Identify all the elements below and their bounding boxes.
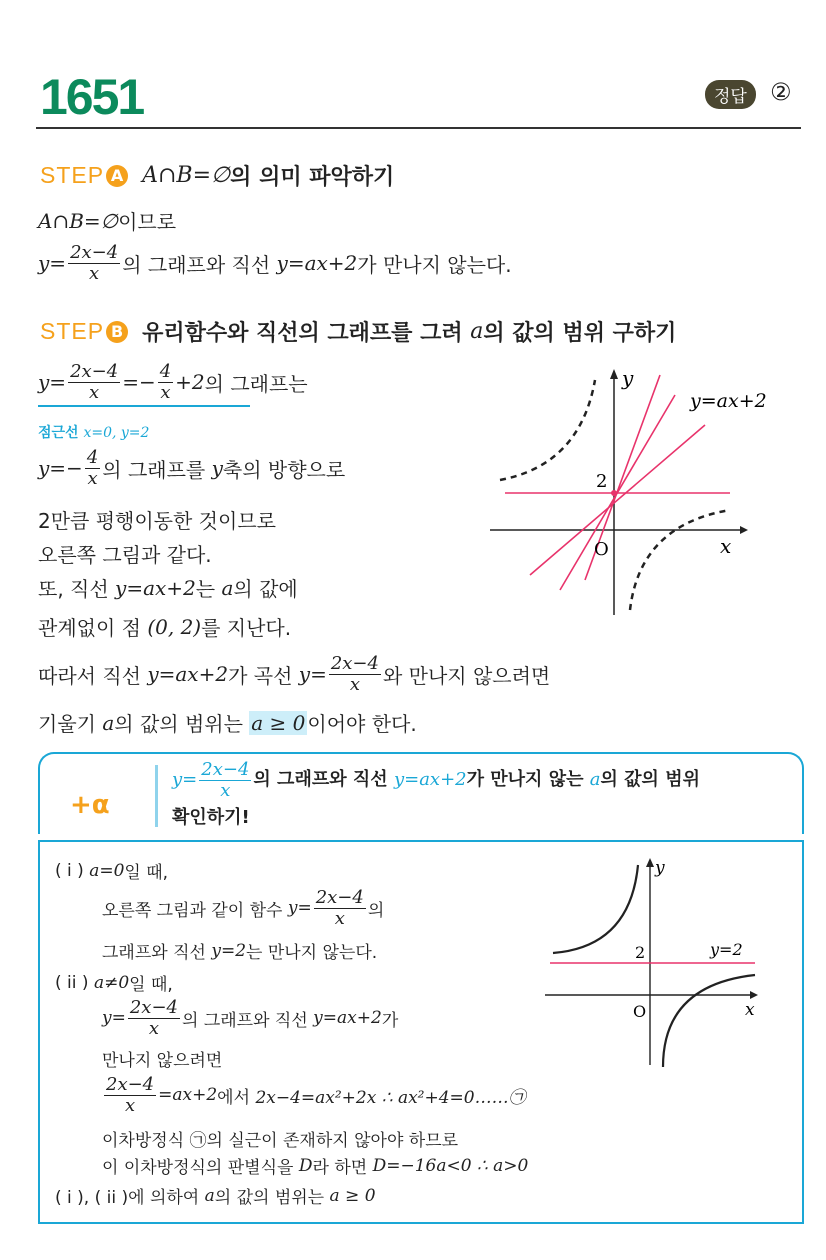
fraction [85,448,100,489]
step-label: STEP [40,318,105,344]
tip-title [172,760,700,835]
origin-label: O [633,1002,647,1021]
text: 이므로 [118,210,177,234]
text-line: 만나지 않으려면 [102,1051,223,1071]
text-line [102,888,384,929]
math: y= [287,898,312,919]
text-line [38,612,291,641]
x-axis-arrow [740,526,748,534]
math: a [204,1185,215,1206]
text: 의 값에 [233,577,298,601]
numerator: 2x−4 [106,1074,155,1095]
curve-left-branch [553,865,638,953]
math: a [221,575,234,600]
math: +2 [175,370,205,395]
y-label: y [655,858,665,878]
line-label: y=ax+2 [690,390,767,412]
text: 를 지난다. [201,616,292,640]
x-label: x [720,534,732,558]
text: 와 만나지 않으려면 [382,663,551,688]
text: 의 그래프는 [204,371,308,396]
math: y=ax+2 [276,251,358,276]
numerator: 2x−4 [70,242,119,263]
text-line [102,938,377,963]
denominator: x [334,907,345,929]
math: y=− [38,456,83,481]
text: 일 때, [124,863,169,883]
text: 축의 방향으로 [222,457,346,482]
denominator: x [349,673,360,695]
fraction [104,1075,156,1116]
step-title: 의 의미 파악하기 [230,165,395,190]
y-label: y [622,366,634,390]
math: 2x−4=ax²+2x ∴ ax²+4=0……㉠ [255,1087,526,1108]
text: 는 만나지 않는다. [246,943,378,963]
x-label: x [745,1000,755,1020]
text-line [38,206,176,235]
text: 에서 [217,1087,251,1108]
text: 일 때, [129,975,173,995]
math: D=−16a<0 ∴ a>0 [372,1155,529,1176]
text: 가 만나지 않는다. [357,252,512,277]
text-line: 2만큼 평행이동한 것이므로 [38,509,276,533]
math: y= [102,1008,126,1029]
math: y= [38,251,67,276]
text: 점근선 [38,425,79,441]
curve-right-branch [630,510,730,610]
text-line: 오른쪽 그림과 같다. [38,543,212,567]
problem-number: 1651 [40,69,144,125]
math: =− [122,370,156,395]
text-line [55,858,168,883]
math: A∩B=∅ [38,208,119,233]
text: 의 값의 범위는 [214,1188,325,1208]
fraction [68,362,120,403]
math: y= [38,370,67,395]
step-label: STEP [40,162,105,188]
text: 의 [367,900,385,921]
text-line [38,708,417,737]
denominator: x [124,1094,136,1116]
text: 가 만나지 않는 [466,769,584,791]
text-line [102,1153,528,1178]
text-line [38,654,550,695]
math: a [589,769,601,791]
fraction [314,888,366,929]
math: (0, 2) [147,614,202,639]
math: A∩B=∅ [142,163,231,188]
math: a≠0 [93,972,130,993]
numerator: 2x−4 [201,759,250,780]
graph-case-a-zero [545,855,780,1070]
numerator: 2x−4 [70,361,119,382]
answer-value: ② [770,78,792,106]
step-b-heading [40,316,676,347]
math: y=ax+2 [147,662,229,687]
text-line [38,448,345,489]
denominator: x [89,262,100,284]
y-tick-2: 2 [635,943,646,962]
numerator: 2x−4 [129,997,178,1018]
text: 의 그래프와 직선 [182,1010,308,1031]
step-title: 유리함수와 직선의 그래프를 그려 [142,321,463,346]
divider [36,127,801,129]
line-label: y=2 [710,940,743,959]
math: D [298,1155,313,1176]
text: 확인하기! [172,806,250,828]
text-line [55,970,173,995]
text: 라 하면 [312,1158,368,1178]
y-axis-arrow [646,858,654,867]
numerator: 4 [159,361,172,382]
math: y=ax+2 [393,769,467,791]
denominator: x [89,381,100,403]
math: a ≥ 0 [329,1185,376,1206]
text: 관계없이 점 [38,616,141,640]
text-line [38,361,308,407]
curve-left-branch [500,380,595,480]
fraction [329,654,381,695]
numerator: 2x−4 [315,887,364,908]
origin-label: O [594,539,609,560]
text: 의 그래프와 직선 [122,252,271,277]
math: y= [172,769,198,791]
text: 의 그래프와 직선 [253,769,388,791]
tip-divider [155,765,158,827]
answer-badge: 정답 [705,80,756,109]
text: 따라서 직선 [38,663,141,688]
step-letter: A [106,165,128,187]
fraction [68,243,120,284]
step-title: 의 값의 범위 구하기 [483,321,677,346]
step-letter: B [106,321,128,343]
case-label: ( ii ) [55,972,89,993]
text: 기울기 [38,712,96,736]
denominator: x [87,467,98,489]
math: a [102,710,115,735]
fraction [158,362,173,403]
text-line [102,998,398,1039]
highlighted-answer: a ≥ 0 [251,710,306,735]
y-axis-arrow [610,369,618,379]
text-line [102,1075,526,1116]
text: 가 곡선 [228,663,293,688]
text: 이어야 한다. [307,712,417,736]
text-line: 이차방정식 ㉠의 실근이 존재하지 않아야 하므로 [102,1131,459,1151]
y-tick-2: 2 [596,471,608,492]
plus-alpha-icon: +α [70,790,110,820]
line-slope-1 [530,425,705,575]
step-a-heading [40,160,394,191]
denominator: x [148,1017,159,1039]
text: ( i ), ( ii )에 의하여 [55,1188,200,1208]
curve-right-branch [663,975,755,1067]
math: y [211,456,223,481]
numerator: 2x−4 [330,653,379,674]
denominator: x [160,381,171,403]
fraction [199,760,251,801]
text-line [38,573,298,602]
text: 오른쪽 그림과 같이 함수 [102,900,283,921]
text: 그래프와 직선 [102,943,206,963]
point-0-2 [611,490,617,496]
text: 는 [195,577,216,601]
text: 또, 직선 [38,577,109,601]
math: =ax+2 [158,1085,218,1106]
case-label: ( i ) [55,860,84,881]
text: 가 [381,1010,399,1031]
conclusion-line [55,1183,376,1208]
numerator: 4 [86,447,99,468]
math: y=ax+2 [115,575,196,600]
graph-step-b [490,365,810,620]
text: 의 값의 범위 [600,769,700,791]
math: y=ax+2 [313,1008,382,1029]
x-axis-arrow [750,991,758,999]
text: 의 값의 범위는 [114,712,243,736]
math: x=0, y=2 [83,425,150,441]
denominator: x [220,779,231,801]
math: y=2 [211,940,247,961]
text-line [38,243,512,284]
math: a [470,319,484,344]
text: 의 그래프를 [102,457,206,482]
fraction [128,998,180,1039]
text: 이 이차방정식의 판별식을 [102,1158,294,1178]
math: a=0 [89,860,125,881]
math: y= [298,662,327,687]
asymptote-note [38,422,149,442]
